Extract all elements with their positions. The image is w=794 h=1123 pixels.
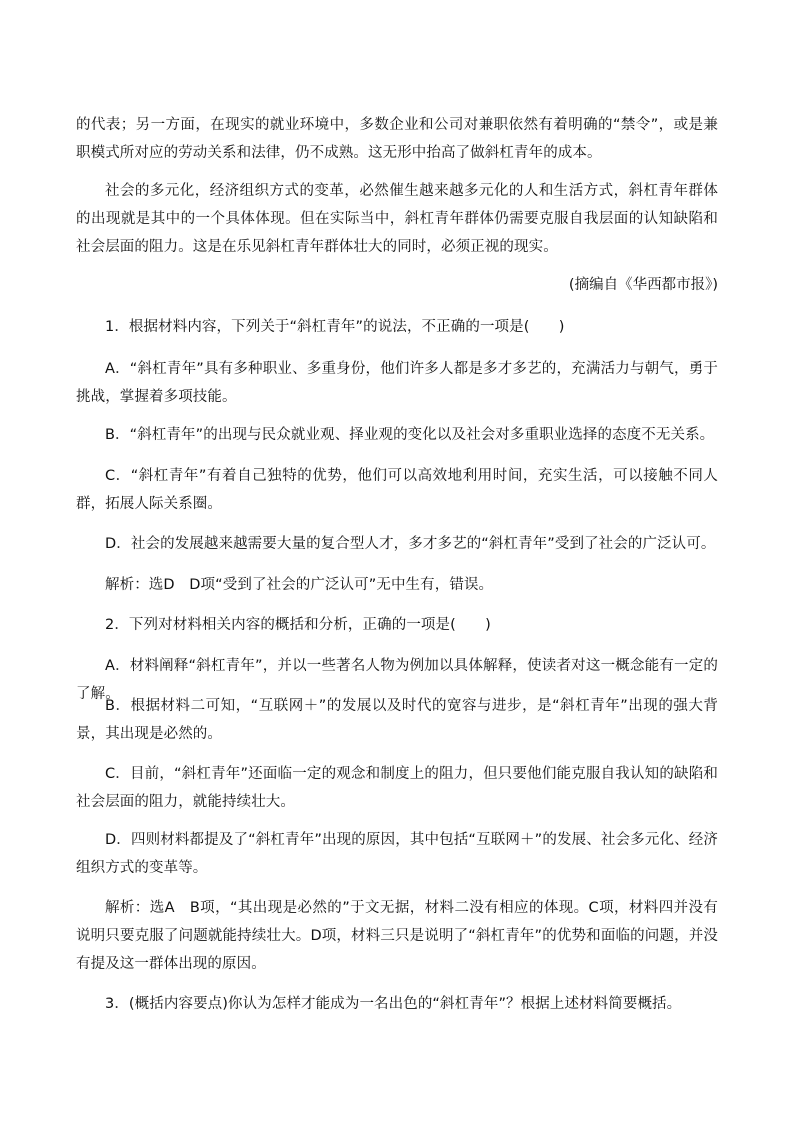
question-3-stem: 3．(概括内容要点)你认为怎样才能成为一名出色的“斜杠青年”？根据上述材料简要概括。 bbox=[105, 996, 682, 1012]
paragraph-society: 社会的多元化，经济组织方式的变革，必然催生越来越多元化的人和生活方式，斜杠青年群体的出现就是其中的一个具体体现。但在实际当中，斜杠青年群体仍需要克服自我层面的认知缺陷和社会层面的阻力。这是在乐见斜杠青年群体壮大的同时，必须正视的现实。 bbox=[76, 183, 718, 255]
question-2-analysis: 解析：选A B项，“其出现是必然的”于文无据，材料二没有相应的体现。C项，材料四并没有说明只要克服了问题就能持续壮大。D项，材料三只是说明了“斜杠青年”的优势和面临的问题，并没有提及这一群体出现的原因。 bbox=[76, 900, 718, 972]
question-2-option-b: B．根据材料二可知，“互联网＋”的发展以及时代的宽容与进步，是“斜杠青年”出现的强大背景，其出现是必然的。 bbox=[76, 698, 718, 742]
question-1-option-c: C．“斜杠青年”有着自己独特的优势，他们可以高效地利用时间，充实生活，可以接触不同人群，拓展人际关系圈。 bbox=[76, 468, 718, 512]
question-1-stem: 1．根据材料内容，下列关于“斜杠青年”的说法，不正确的一项是( ) bbox=[105, 319, 565, 335]
source-citation: (摘编自《华西都市报》) bbox=[568, 277, 718, 293]
question-2-option-c: C．目前，“斜杠青年”还面临一定的观念和制度上的阻力，但只要他们能克服自我认知的缺陷和社会层面的阻力，就能持续壮大。 bbox=[76, 766, 718, 810]
question-2-option-a: A．材料阐释“斜杠青年”，并以一些著名人物为例加以具体解释，使读者对这一概念能有一定的了解。 bbox=[76, 658, 718, 702]
question-1-analysis: 解析：选D D项“受到了社会的广泛认可”无中生有，错误。 bbox=[105, 577, 494, 593]
question-2-option-d: D．四则材料都提及了“斜杠青年”出现的原因，其中包括“互联网＋”的发展、社会多元化、经济组织方式的变革等。 bbox=[76, 832, 718, 876]
paragraph-continued: 的代表；另一方面，在现实的就业环境中，多数企业和公司对兼职依然有着明确的“禁令”，或是兼职模式所对应的劳动关系和法律，仍不成熟。这无形中抬高了做斜杠青年的成本。 bbox=[76, 117, 718, 161]
question-2-stem: 2．下列对材料相关内容的概括和分析，正确的一项是( ) bbox=[105, 617, 491, 633]
question-1-option-a: A．“斜杠青年”具有多种职业、多重身份，他们许多人都是多才多艺的，充满活力与朝气，勇于挑战，掌握着多项技能。 bbox=[76, 361, 718, 405]
question-1-option-d: D．社会的发展越来越需要大量的复合型人才，多才多艺的“斜杠青年”受到了社会的广泛认可。 bbox=[105, 536, 716, 552]
question-1-option-b: B．“斜杠青年”的出现与民众就业观、择业观的变化以及社会对多重职业选择的态度不无关系。 bbox=[105, 427, 715, 443]
